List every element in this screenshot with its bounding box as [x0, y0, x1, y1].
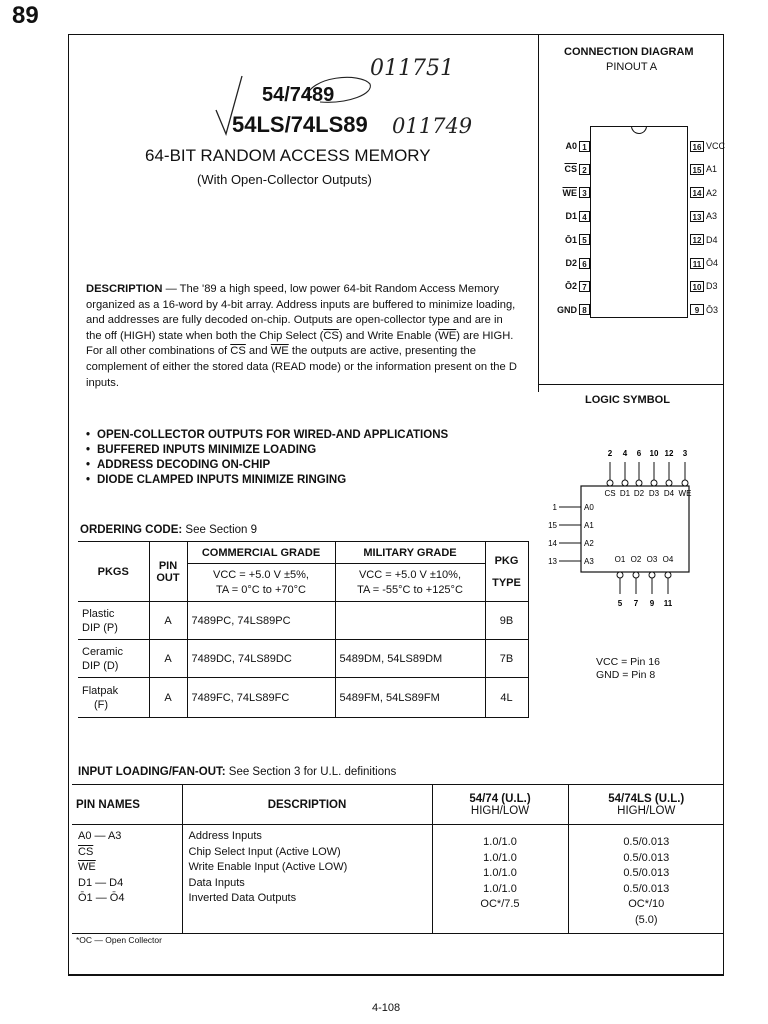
left-pin-number: 13: [548, 557, 557, 566]
left-pin-label: A1: [584, 521, 594, 530]
logic-symbol-title: LOGIC SYMBOL: [585, 394, 670, 406]
pin-number: 9: [690, 304, 704, 315]
top-pin-bubble: [651, 480, 657, 486]
type-cell: 7B: [485, 640, 528, 678]
bottom-pin-number: 5: [617, 599, 623, 608]
connection-diagram-title: CONNECTION DIAGRAM: [564, 46, 694, 58]
pin-name: D4: [706, 234, 718, 245]
military-conditions: VCC = +5.0 V ±10%, TA = -55°C to +125°C: [335, 564, 485, 602]
input-loading-table: [72, 784, 724, 934]
pin-left-8: [544, 303, 590, 317]
ordering-label: ORDERING CODE:: [80, 524, 183, 536]
pin-right-9: [690, 303, 742, 317]
left-pin-number: 14: [548, 539, 557, 548]
bottom-pin-number: 9: [649, 599, 655, 608]
pin-number: 6: [579, 258, 590, 269]
description-cell: Address Inputs Chip Select Input (Active LOW) Write Enable Input (Active LOW) Data Inputs Inverted Data Outputs: [182, 825, 432, 934]
col-description: DESCRIPTION: [182, 785, 432, 825]
output-label: O3: [646, 555, 658, 564]
pin-number: 5: [579, 234, 590, 245]
description-text: ) are HIGH. For all other combinations of: [86, 329, 514, 358]
top-pin-label: D3: [648, 489, 660, 498]
col-pin-out: PIN OUT: [149, 542, 187, 602]
pin-number: 1: [579, 141, 590, 152]
description-text: the outputs are active, presenting the complement of either the stored data (READ mode) or the information present on the D inputs.: [86, 345, 517, 389]
pin-number: 2: [579, 164, 590, 175]
col-pkg-type: PKG TYPE: [485, 542, 528, 602]
footer-page-number: 4-108: [372, 1002, 401, 1014]
left-pin-label: A0: [584, 503, 594, 512]
values-74ls-cell: 0.5/0.013 0.5/0.013 0.5/0.013 0.5/0.013 OC*/10 (5.0): [568, 825, 724, 934]
pin-right-16: [690, 139, 742, 153]
chip-outline: [590, 126, 688, 318]
table-row: [78, 602, 528, 640]
description-label: DESCRIPTION: [86, 283, 163, 295]
pin-left-3: [544, 186, 590, 200]
pin-name: $\overline{WE}$: [562, 187, 577, 198]
top-pin-label: WE: [678, 489, 692, 498]
input-loading-title: [78, 766, 396, 778]
description-paragraph: [86, 282, 518, 391]
pin-name: D2: [565, 258, 577, 268]
military-cell: 5489FM, 54LS89FM: [335, 678, 485, 718]
left-pin-number: 1: [552, 503, 557, 512]
pkg-cell: Flatpak (F): [78, 678, 149, 718]
pin-name: GND: [557, 304, 577, 315]
pin-name: VCC: [706, 141, 726, 151]
output-bubble: [617, 572, 623, 578]
we-signal: $\overline{WE}$: [438, 329, 457, 342]
col-54-74: 54/74 (U.L.) HIGH/LOW: [432, 785, 568, 825]
top-pin-bubble: [666, 480, 672, 486]
description-text: — The '89 a high speed, low power 64-bit Random Access Memory organized as a 16-word by 4-bit array. Address inputs are buffered to minimize loading, and addresses are fully decoded on-chip. Outputs are open-collector type and are in the off (HIGH) state when both the Chip Select (: [86, 283, 516, 342]
top-pin-label: D2: [633, 489, 645, 498]
vcc-note: VCC = Pin 16: [596, 656, 660, 668]
output-bubble: [633, 572, 639, 578]
left-pin-number: 15: [548, 521, 557, 530]
ordering-note: See Section 9: [182, 524, 258, 536]
output-bubble: [665, 572, 671, 578]
pin-name: D1: [565, 211, 577, 222]
title-part-54ls-74ls89: 54LS/74LS89: [232, 112, 368, 137]
col-military: MILITARY GRADE: [335, 542, 485, 564]
title-part-54-7489: 54/7489: [262, 84, 335, 106]
pin-name: A3: [706, 211, 718, 222]
we-signal: $\overline{WE}$: [270, 345, 289, 358]
pin-name: Ō2: [564, 281, 577, 292]
pin-cell: A: [149, 640, 187, 678]
top-pin-label: D4: [663, 489, 675, 498]
bottom-pin-number: 7: [633, 599, 639, 608]
logic-symbol-diagram: [535, 440, 715, 630]
table-row: [78, 640, 528, 678]
top-pin-number: 10: [649, 449, 659, 458]
pin-cell: A: [149, 678, 187, 718]
col-54-74ls: 54/74LS (U.L.) HIGH/LOW: [568, 785, 724, 825]
pin-name: A1: [706, 164, 718, 175]
top-pin-number: 2: [607, 449, 613, 458]
pkg-cell: Ceramic DIP (D): [78, 640, 149, 678]
pin-number: 11: [690, 258, 704, 269]
pin-number: 13: [690, 211, 704, 222]
feature-item: • OPEN-COLLECTOR OUTPUTS FOR WIRED-AND APPLICATIONS: [86, 428, 448, 443]
commercial-cell: 7489PC, 74LS89PC: [187, 602, 335, 640]
pin-name: $\overline{CS}$: [564, 164, 577, 175]
table-row: [78, 678, 528, 718]
cs-signal: $\overline{CS}$: [323, 329, 339, 342]
pinout-label: PINOUT A: [606, 61, 658, 73]
military-cell: [335, 602, 485, 640]
commercial-conditions: VCC = +5.0 V ±5%, TA = 0°C to +70°C: [187, 564, 335, 602]
pin-right-15: [690, 162, 742, 176]
feature-item: • DIODE CLAMPED INPUTS MINIMIZE RINGING: [86, 473, 448, 488]
output-label: O4: [662, 555, 674, 564]
power-pin-note: [596, 656, 660, 682]
top-pin-bubble: [622, 480, 628, 486]
top-pin-label: D1: [619, 489, 631, 498]
pin-name: A0: [565, 141, 577, 151]
col-commercial: COMMERCIAL GRADE: [187, 542, 335, 564]
ordering-table: [78, 541, 529, 718]
pin-right-14: [690, 186, 742, 200]
top-pin-number: 12: [664, 449, 674, 458]
footnote: *OC — Open Collector: [76, 935, 162, 945]
input-loading-note: See Section 3 for U.L. definitions: [225, 766, 397, 778]
output-bubble: [649, 572, 655, 578]
pin-number: 12: [690, 234, 704, 245]
table-row: [72, 825, 724, 934]
pin-name: D3: [706, 281, 718, 292]
pin-number: 14: [690, 187, 704, 198]
top-pin-bubble: [636, 480, 642, 486]
output-label: O1: [614, 555, 626, 564]
pin-number: 4: [579, 211, 590, 222]
pkg-cell: Plastic DIP (P): [78, 602, 149, 640]
commercial-cell: 7489FC, 74LS89FC: [187, 678, 335, 718]
type-cell: 4L: [485, 678, 528, 718]
gnd-note: GND = Pin 8: [596, 669, 656, 681]
title-subtitle: 64-BIT RANDOM ACCESS MEMORY: [145, 146, 431, 165]
col-pkgs: PKGS: [78, 542, 149, 602]
title-subtitle-2: (With Open-Collector Outputs): [197, 172, 372, 187]
pin-cell: A: [149, 602, 187, 640]
ordering-code-title: [80, 524, 257, 536]
handwritten-number-2: 011749: [392, 114, 473, 138]
feature-item: • ADDRESS DECODING ON-CHIP: [86, 458, 448, 473]
frame-bottom-rule: [68, 974, 724, 976]
pin-left-6: [544, 256, 590, 270]
pin-left-2: [544, 162, 590, 176]
handwritten-number-1: 011751: [370, 56, 454, 81]
logic-section-divider: [538, 384, 724, 385]
pin-name: A2: [706, 187, 718, 198]
top-pin-number: 3: [682, 449, 688, 458]
values-74-cell: 1.0/1.0 1.0/1.0 1.0/1.0 1.0/1.0 OC*/7.5: [432, 825, 568, 934]
pin-names-cell: A0 — A3 $\overline{CS}$ $\overline{WE}$ D1 — D4 Ō1 — Ō4: [72, 825, 182, 934]
feature-list: [86, 428, 448, 488]
pin-number: 16: [690, 141, 704, 152]
left-pin-label: A3: [584, 557, 594, 566]
pin-left-1: [544, 139, 590, 153]
description-text: ) and Write Enable (: [338, 329, 439, 342]
pin-right-13: [690, 209, 742, 223]
type-cell: 9B: [485, 602, 528, 640]
pin-right-12: [690, 233, 742, 247]
pin-number: 3: [579, 187, 590, 198]
military-cell: 5489DM, 54LS89DM: [335, 640, 485, 678]
pin-name: Ō1: [564, 234, 577, 245]
pin-left-5: [544, 233, 590, 247]
pin-right-11: [690, 256, 742, 270]
input-loading-label: INPUT LOADING/FAN-OUT:: [78, 766, 226, 778]
bottom-pin-number: 11: [663, 599, 673, 608]
cs-signal: $\overline{CS}$: [230, 345, 246, 358]
pin-number: 7: [579, 281, 590, 292]
top-pin-bubble: [682, 480, 688, 486]
extra-value: (5.0): [634, 913, 658, 926]
top-pin-number: 6: [636, 449, 642, 458]
feature-item: • BUFFERED INPUTS MINIMIZE LOADING: [86, 443, 448, 458]
column-divider: [538, 34, 539, 392]
pin-left-7: [544, 279, 590, 293]
page-number: 89: [12, 2, 39, 29]
description-text: and: [245, 345, 271, 358]
pin-number: 10: [690, 281, 704, 292]
top-pin-label: CS: [604, 489, 616, 498]
commercial-cell: 7489DC, 74LS89DC: [187, 640, 335, 678]
top-pin-bubble: [607, 480, 613, 486]
left-pin-label: A2: [584, 539, 594, 548]
col-pin-names: PIN NAMES: [72, 785, 182, 825]
pin-number: 15: [690, 164, 704, 175]
pin-left-4: [544, 209, 590, 223]
pin-number: 8: [579, 304, 590, 315]
output-label: O2: [630, 555, 642, 564]
top-pin-number: 4: [622, 449, 628, 458]
pin-name: Ō4: [706, 258, 719, 268]
pin-name: Ō3: [706, 304, 719, 315]
pin-right-10: [690, 279, 742, 293]
